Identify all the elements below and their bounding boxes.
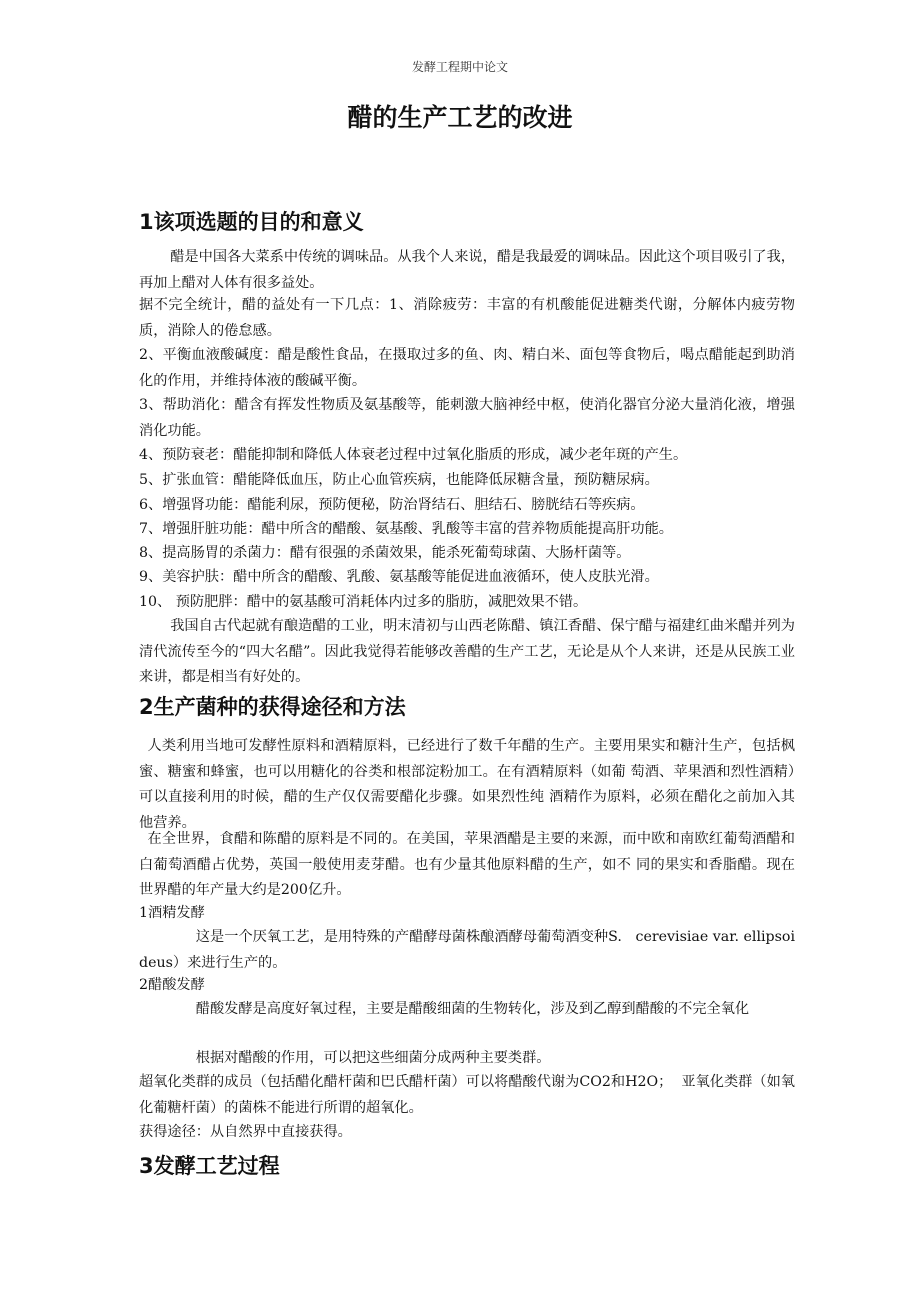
section1-intro: 醋是中国各大菜系中传统的调味品。从我个人来说，醋是我最爱的调味品。因此这个项目吸引了我，再加上醋对人体有很多益处。	[139, 249, 795, 291]
benefit-item: 10、 预防肥胖：醋中的氨基酸可消耗体内过多的脂肪，减肥效果不错。	[139, 594, 588, 610]
benefit-item: 4、预防衰老：醋能抑制和降低人体衰老过程中过氧化脂质的形成，减少老年斑的产生。	[139, 447, 688, 463]
source-text: 获得途径：从自然界中直接获得。	[139, 1124, 352, 1140]
section2-heading: 2生产菌种的获得途径和方法	[139, 695, 406, 719]
section2-paragraph-2: 在全世界，食醋和陈醋的原料是不同的。在美国，苹果酒醋是主要的来源，而中欧和南欧红葡萄酒醋和白葡萄酒醋占优势，英国一般使用麦芽醋。也有少量其他原料醋的生产，如不 同的果实和香脂醋。现在世界醋的年产量大约是200亿升。	[139, 831, 795, 898]
benefit-item: 6、增强肾功能：醋能利尿，预防便秘，防治肾结石、胆结石、膀胱结石等疾病。	[139, 497, 645, 513]
benefit-item: 2、平衡血液酸碱度：醋是酸性食品，在摄取过多的鱼、肉、精白米、面包等食物后，喝点醋能起到助消化的作用，并维持体液的酸碱平衡。	[139, 347, 795, 389]
benefit-item: 5、扩张血管：醋能降低血压，防止心血管疾病，也能降低尿糖含量，预防糖尿病。	[139, 472, 659, 488]
running-header: 发酵工程期中论文	[411, 60, 508, 74]
alcohol-fermentation-text: 这是一个厌氧工艺，是用特殊的产醋酵母菌株酿酒酵母葡萄酒变种S. cerevisiae var. ellipsoideus）来进行生产的。	[139, 929, 795, 971]
benefit-item: 3、帮助消化：醋含有挥发性物质及氨基酸等，能刺激大脑神经中枢，使消化器官分泌大量消化液，增强消化功能。	[139, 397, 795, 439]
acetic-fermentation-text: 醋酸发酵是高度好氧过程，主要是醋酸细菌的生物转化，涉及到乙醇到醋酸的不完全氧化	[195, 1001, 750, 1017]
subsection-label: 2醋酸发酵	[139, 977, 205, 993]
section3-heading: 3发酵工艺过程	[139, 1154, 280, 1178]
section2-paragraph-1: 人类利用当地可发酵性原料和酒精原料，已经进行了数千年醋的生产。主要用果实和糖汁生产，包括枫蜜、糖蜜和蜂蜜，也可以用糖化的谷类和根部淀粉加工。在有酒精原料（如葡 萄酒、苹果酒和烈性酒精）可以直接利用的时候，醋的生产仅仅需要醋化步骤。如果烈性纯 酒精作为原料，必须在醋化之前加入其他营养。	[139, 738, 795, 831]
benefit-item: 8、提高肠胃的杀菌力：醋有很强的杀菌效果，能杀死葡萄球菌、大肠杆菌等。	[139, 545, 631, 561]
subsection-label: 1酒精发酵	[139, 905, 205, 921]
section1-lead: 据不完全统计，醋的益处有一下几点：1、消除疲劳：丰富的有机酸能促进糖类代谢，分解体内疲劳物质，消除人的倦怠感。	[139, 297, 795, 339]
section1-closing: 我国自古代起就有酿造醋的工业，明末清初与山西老陈醋、镇江香醋、保宁醋与福建红曲米醋并列为清代流传至今的“四大名醋”。因此我觉得若能够改善醋的生产工艺，无论是从个人来讲，还是从民族工业来讲，都是相当有好处的。	[139, 618, 795, 685]
section1-heading: 1该项选题的目的和意义	[139, 210, 364, 234]
benefit-item: 7、增强肝脏功能：醋中所含的醋酸、氨基酸、乳酸等丰富的营养物质能提高肝功能。	[139, 521, 673, 537]
acetic-fermentation-note: 根据对醋酸的作用，可以把这些细菌分成两种主要类群。	[195, 1050, 551, 1066]
bacteria-groups-text: 超氧化类群的成员（包括醋化醋杆菌和巴氏醋杆菌）可以将醋酸代谢为CO2和H2O； 亚氧化类群（如氧化葡糖杆菌）的菌株不能进行所谓的超氧化。	[139, 1074, 795, 1116]
benefit-item: 9、美容护肤：醋中所含的醋酸、乳酸、氨基酸等能促进血液循环，使人皮肤光滑。	[139, 569, 659, 585]
page-title: 醋的生产工艺的改进	[347, 103, 573, 132]
